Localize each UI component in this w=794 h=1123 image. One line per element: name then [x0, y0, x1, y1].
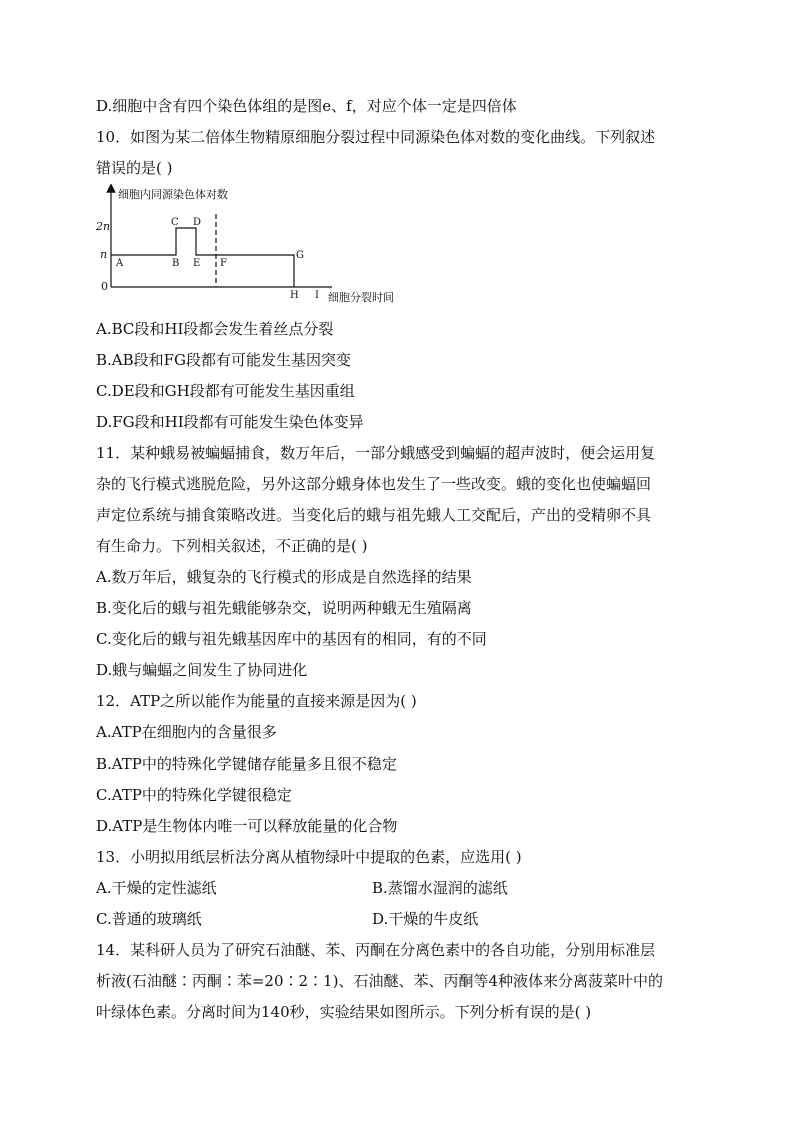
q12-stem: 12．ATP之所以能作为能量的直接来源是因为( ) — [96, 692, 417, 710]
q13-option-a: A.干燥的定性滤纸 — [96, 879, 217, 897]
point-b-label: B — [172, 258, 180, 269]
q11-stem-line-4: 有生命力。下列相关叙述，不正确的是( ) — [96, 537, 368, 555]
q11-stem-line-1: 11．某种蛾易被蝙蝠捕食，数万年后，一部分蛾感受到蝙蝠的超声波时，便会运用复 — [96, 444, 656, 462]
point-d-label: D — [193, 217, 202, 228]
q10-stem-line-2: 错误的是( ) — [96, 159, 173, 177]
point-e-label: E — [193, 258, 201, 269]
q9-option-d: D.细胞中含有四个染色体组的是图e、f，对应个体一定是四倍体 — [96, 97, 517, 115]
q12-option-a: A.ATP在细胞内的含量很多 — [96, 723, 277, 741]
q11-option-d: D.蛾与蝙蝠之间发生了协同进化 — [96, 661, 308, 679]
q14-stem-line-1: 14．某科研人员为了研究石油醚、苯、丙酮在分离色素中的各自功能，分别用标准层 — [96, 941, 656, 959]
y-tick-n: n — [100, 248, 108, 261]
y-axis-label: 细胞内同源染色体对数 — [118, 188, 228, 201]
point-c-label: C — [171, 217, 179, 228]
q12-option-c: C.ATP中的特殊化学键很稳定 — [96, 786, 292, 804]
q13-stem: 13．小明拟用纸层析法分离从植物绿叶中提取的色素，应选用( ) — [96, 848, 522, 866]
q10-chromosome-pairs-graph — [96, 184, 416, 308]
q10-stem-line-1: 10．如图为某二倍体生物精原细胞分裂过程中同源染色体对数的变化曲线。下列叙述 — [96, 128, 656, 146]
x-axis-label: 细胞分裂时间 — [328, 291, 394, 304]
q10-option-a: A.BC段和HI段都会发生着丝点分裂 — [96, 320, 334, 338]
point-i-label: I — [315, 290, 319, 301]
q11-option-b: B.变化后的蛾与祖先蛾能够杂交，说明两种蛾无生殖隔离 — [96, 599, 472, 617]
q12-option-d: D.ATP是生物体内唯一可以释放能量的化合物 — [96, 817, 398, 835]
point-g-label: G — [296, 250, 304, 261]
q13-option-c: C.普通的玻璃纸 — [96, 910, 202, 928]
q13-option-b: B.蒸馏水湿润的滤纸 — [372, 879, 508, 897]
curve-line — [111, 228, 294, 287]
q14-stem-line-3: 叶绿体色素。分离时间为140秒，实验结果如图所示。下列分析有误的是( ) — [96, 1003, 592, 1021]
q11-stem-line-3: 声定位系统与捕食策略改进。当变化后的蛾与祖先蛾人工交配后，产出的受精卵不具 — [96, 506, 652, 524]
point-a-label: A — [116, 258, 124, 269]
q10-option-c: C.DE段和GH段都有可能发生基因重组 — [96, 382, 355, 400]
q11-stem-line-2: 杂的飞行模式逃脱危险，另外这部分蛾身体也发生了一些改变。蛾的变化也使蝙蝠回 — [96, 475, 652, 493]
point-h-label: H — [290, 290, 299, 301]
q11-option-c: C.变化后的蛾与祖先蛾基因库中的基因有的相同，有的不同 — [96, 630, 487, 648]
q10-option-d: D.FG段和HI段都有可能发生染色体变异 — [96, 413, 364, 431]
q10-option-b: B.AB段和FG段都有可能发生基因突变 — [96, 351, 352, 369]
q14-stem-line-2: 析液(石油醚∶丙酮∶苯=20∶2∶1)、石油醚、苯、丙酮等4种液体来分离菠菜叶中的 — [96, 972, 663, 990]
origin-label: 0 — [101, 280, 108, 293]
q12-option-b: B.ATP中的特殊化学键储存能量多且很不稳定 — [96, 755, 397, 773]
y-tick-2n: 2n — [96, 220, 111, 233]
point-f-label: F — [220, 258, 227, 269]
q13-option-d: D.干燥的牛皮纸 — [372, 910, 479, 928]
q11-option-a: A.数万年后，蛾复杂的飞行模式的形成是自然选择的结果 — [96, 568, 472, 586]
